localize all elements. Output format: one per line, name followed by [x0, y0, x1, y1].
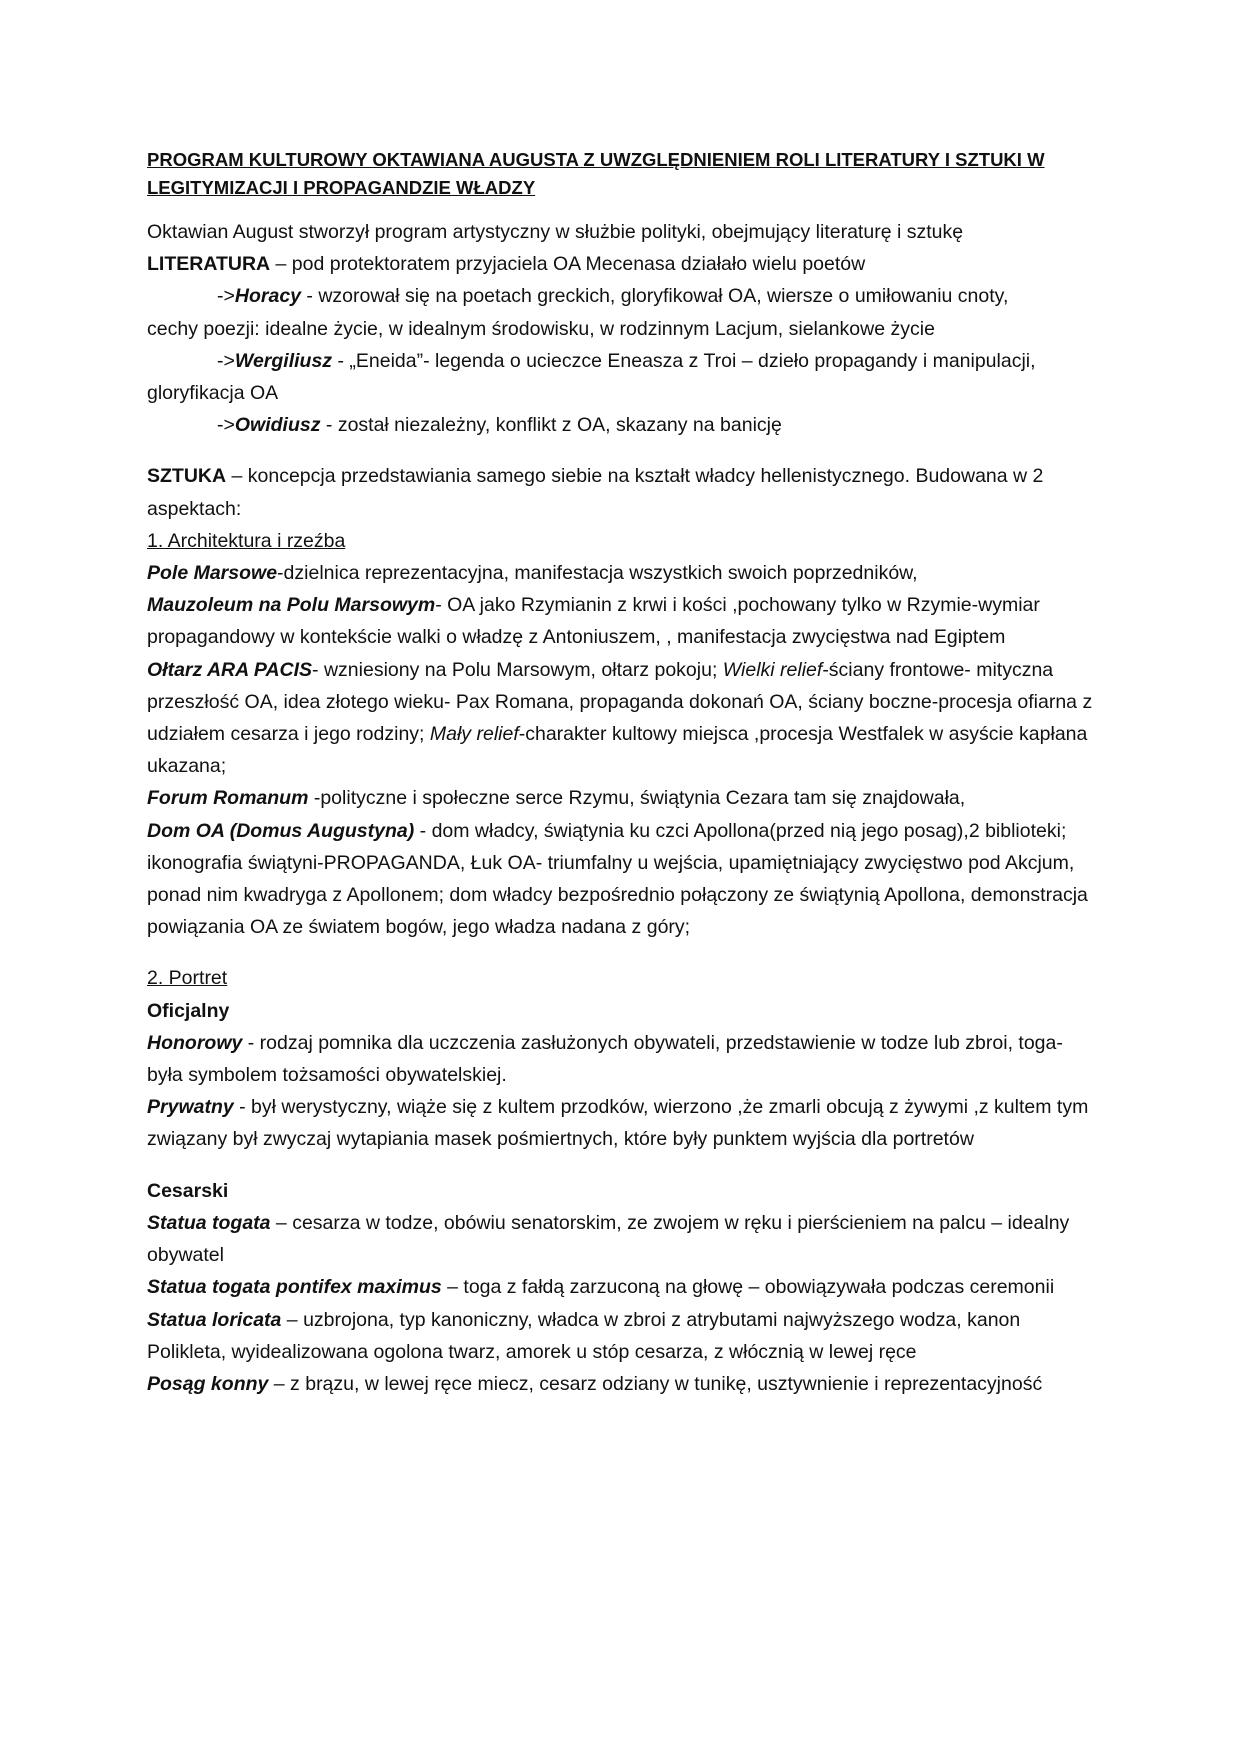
term: Statua togata pontifex maximus [147, 1276, 442, 1299]
sztuka-paragraph [147, 460, 1097, 524]
statua-togata-paragraph [147, 1207, 1097, 1271]
document-content [147, 146, 1097, 1400]
term: Honorowy [147, 1031, 243, 1054]
poet-name: Owidiusz [234, 414, 321, 437]
sztuka-term: SZTUKA [147, 465, 227, 488]
subheading-oficjalny: Oficjalny [147, 999, 230, 1022]
ara-pacis-paragraph [147, 654, 1097, 783]
term: Posąg konny [147, 1372, 269, 1395]
poet-name: Wergiliusz [234, 349, 333, 372]
term-text: – toga z fałdą zarzuconą na głowę – obowiązywała podczas ceremonii [441, 1276, 1055, 1299]
term: Statua loricata [147, 1308, 282, 1331]
term: Prywatny [147, 1096, 234, 1119]
term: Mały relief [429, 723, 519, 746]
dom-oa-paragraph [147, 815, 1097, 944]
term: Mauzoleum na Polu Marsowym [147, 594, 436, 617]
pontifex-paragraph [147, 1271, 1097, 1303]
poet-text-continued: cechy poezji: idealne życie, w idealnym środowisku, w rodzinnym Lacjum, sielankowe życie [147, 317, 935, 340]
term-text: - był werystyczny, wiąże się z kultem przodków, wierzono ,że zmarli obcują z żywymi ,z kultem tym związany był zwyczaj wytapiania masek pośmiertnych, które były punktem wyjścia dla portretów [147, 1096, 1089, 1151]
poet-owidiusz [147, 409, 1097, 441]
term: Ołtarz ARA PACIS [147, 658, 313, 681]
forum-romanum-paragraph [147, 782, 1097, 814]
section-heading-architektura: 1. Architektura i rzeźba [147, 529, 346, 552]
prywatny-paragraph [147, 1091, 1097, 1155]
poet-text: - wzorował się na poetach greckich, gloryfikował OA, wiersze o umiłowaniu cnoty, [301, 285, 1009, 308]
literatura-term: LITERATURA [147, 253, 271, 276]
term-text: - OA jako Rzymianin z krwi i kości ,pochowany tylko w Rzymie-wymiar propagandowy w kontekście walki o władzę z Antoniuszem, , manifestacja zwycięstwa nad Egiptem [147, 594, 1040, 649]
literatura-paragraph [147, 248, 1097, 280]
term-text: - wzniesiony na Polu Marsowym, ołtarz pokoju; [312, 658, 723, 681]
poet-text: - „Eneida”- legenda o ucieczce Eneasza z Troi – dzieło propagandy i manipulacji, [332, 349, 1036, 372]
term-text: -charakter kultowy miejsca ,procesja Westfalek w asyście kapłana ukazana; [147, 723, 1088, 778]
honorowy-paragraph [147, 1027, 1097, 1091]
poet-text: - został niezależny, konflikt z OA, skazany na banicję [320, 414, 782, 437]
pole-marsowe-paragraph [147, 557, 1097, 589]
term-text: – z brązu, w lewej ręce miecz, cesarz odziany w tunikę, usztywnienie i reprezentacyjność [268, 1372, 1043, 1395]
poet-horacy [147, 280, 1097, 344]
loricata-paragraph [147, 1304, 1097, 1368]
subheading-cesarski: Cesarski [147, 1179, 229, 1202]
arrow: -> [217, 285, 235, 308]
term: Dom OA (Domus Augustyna) [147, 819, 415, 842]
term-text: – uzbrojona, typ kanoniczny, władca w zbroi z atrybutami najwyższego wodza, kanon Polikleta, wyidealizowana ogolona twarz, amorek u stóp cesarza, z włócznią w lewej ręce [147, 1308, 1021, 1363]
poet-text-continued: gloryfikacja OA [147, 382, 279, 405]
term: Wielki relief [722, 658, 823, 681]
literatura-text: – pod protektoratem przyjaciela OA Mecenasa działało wielu poetów [270, 253, 866, 276]
arrow: -> [217, 349, 235, 372]
term: Forum Romanum [147, 787, 309, 810]
term: Statua togata [147, 1211, 271, 1234]
term-text: – cesarza w todze, obówiu senatorskim, ze zwojem w ręku i pierścieniem na palcu – idealny obywatel [147, 1211, 1070, 1267]
term-text: -ściany frontowe- mityczna przeszłość OA, idea złotego wieku- Pax Romana, propaganda dokonań OA, ściany boczne-procesja ofiarna z udziałem cesarza i jego rodziny; [147, 658, 1093, 746]
poet-name: Horacy [234, 285, 302, 308]
poet-wergiliusz [147, 345, 1097, 409]
term-text: - rodzaj pomnika dla uczczenia zasłużonych obywateli, przedstawienie w todze lub zbroi, toga- była symbolem tożsamości obywatelskiej. [147, 1031, 1063, 1087]
sztuka-text: – koncepcja przedstawiania samego siebie na kształt władcy hellenistycznego. Budowana w 2 aspektach: [147, 465, 1044, 520]
posag-konny-paragraph [147, 1368, 1097, 1400]
term-text: -polityczne i społeczne serce Rzymu, świątynia Cezara tam się znajdowała, [308, 787, 966, 810]
arrow: -> [217, 414, 235, 437]
intro-paragraph: Oktawian August stworzył program artystyczny w służbie polityki, obejmujący literaturę i sztukę [147, 221, 964, 243]
term: Pole Marsowe [147, 562, 278, 585]
section-heading-portret: 2. Portret [147, 967, 228, 990]
page-title: PROGRAM KULTUROWY OKTAWIANA AUGUSTA Z UWZGLĘDNIENIEM ROLI LITERATURY I SZTUKI W LEGITYMIZACJI I PROPAGANDZIE WŁADZY [147, 149, 1045, 198]
mauzoleum-paragraph [147, 589, 1097, 653]
term-text: -dzielnica reprezentacyjna, manifestacja wszystkich swoich poprzedników, [277, 562, 918, 585]
term-text: - dom władcy, świątynia ku czci Apollona(przed nią jego posag),2 biblioteki; ikonografia świątyni-PROPAGANDA, Łuk OA- triumfalny u wejścia, upamiętniający zwycięstwo pod Akcjum, ponad nim kwadryga z Apollonem; dom władcy bezpośrednio połączony ze świątynią Apollona, demonstracja powiązania OA ze światem bogów, jego władza nadana z góry; [147, 819, 1088, 939]
